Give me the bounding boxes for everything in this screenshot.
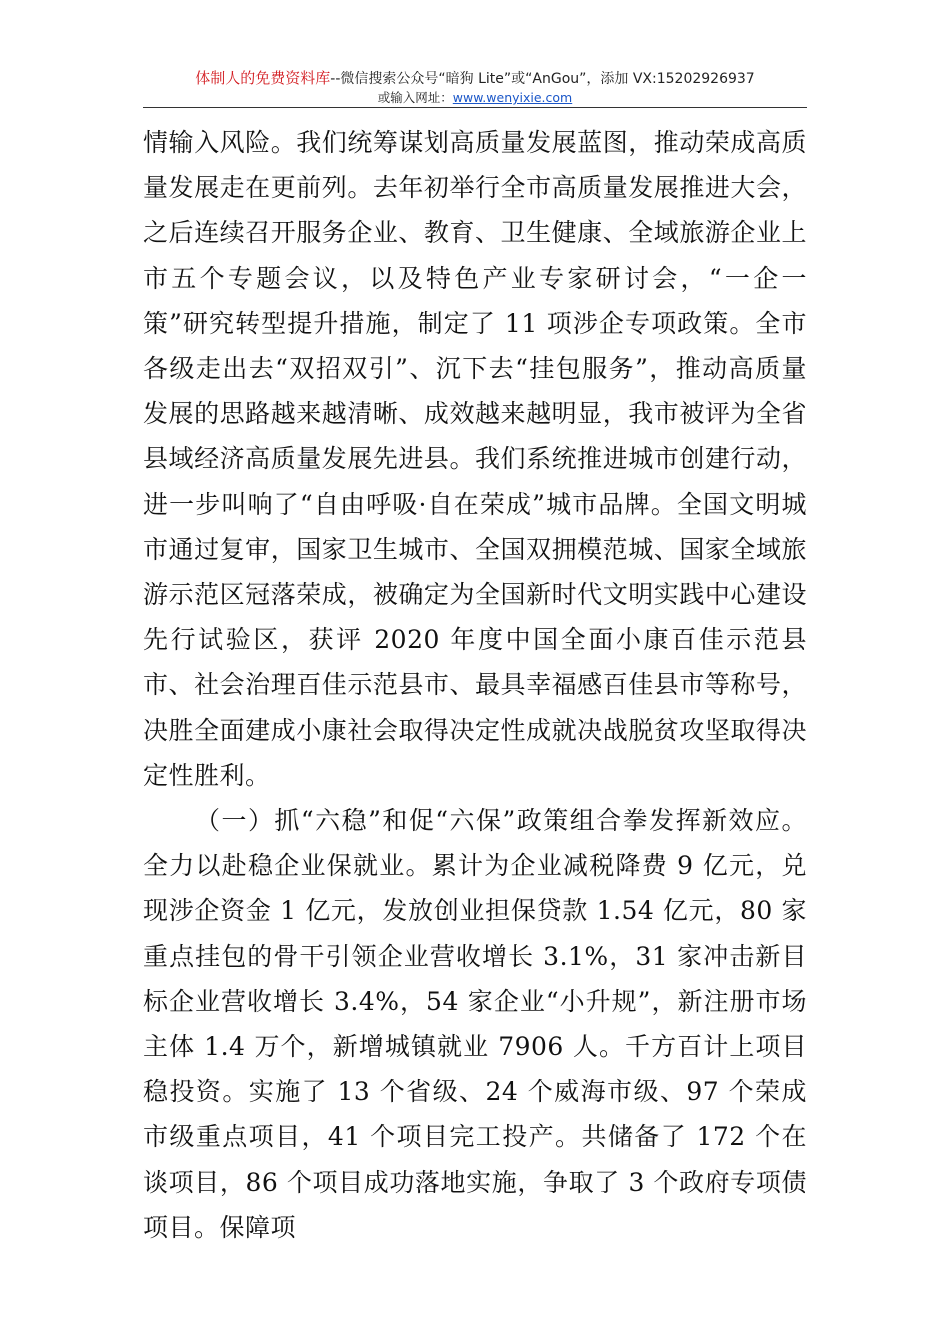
body-paragraph: （一）抓“六稳”和促“六保”政策组合拳发挥新效应。全力以赴稳企业保就业。累计为企业减税降费 9 亿元，兑现涉企资金 1 亿元，发放创业担保贷款 1.54 亿元，80 家重点挂包的骨干引领企业营收增长 3.1%，31 家冲击新目标企业营收增长 3.4%，54 家企业“小升规”，新注册市场主体 1.4 万个，新增城镇就业 7906 人。千方百计上项目稳投资。实施了 13 个省级、24 个威海市级、97 个荣成市级重点项目，41 个项目完工投产。共储备了 172 个在谈项目，86 个项目成功落地实施，争取了 3 个政府专项债项目。保障项 bbox=[143, 806, 807, 1242]
header-divider bbox=[143, 107, 807, 108]
header-line-2 bbox=[143, 89, 807, 107]
header-url-link[interactable]: www.wenyixie.com bbox=[452, 90, 573, 105]
page-header bbox=[143, 68, 807, 107]
header-line-1 bbox=[143, 68, 807, 89]
header-url-prefix: 或输入网址： bbox=[377, 90, 453, 105]
header-brand: 体制人的免费资料库 bbox=[195, 69, 331, 87]
document-body bbox=[143, 120, 807, 1250]
header-wechat-note: --微信搜索公众号“暗狗 Lite”或“AnGou”，添加 VX:15202926937 bbox=[330, 71, 755, 87]
body-paragraph: 情输入风险。我们统筹谋划高质量发展蓝图，推动荣成高质量发展走在更前列。去年初举行全市高质量发展推进大会，之后连续召开服务企业、教育、卫生健康、全域旅游企业上市五个专题会议，以及特色产业专家研讨会，“一企一策”研究转型提升措施，制定了 11 项涉企专项政策。全市各级走出去“双招双引”、沉下去“挂包服务”，推动高质量发展的思路越来越清晰、成效越来越明显，我市被评为全省县域经济高质量发展先进县。我们系统推进城市创建行动，进一步叫响了“自由呼吸·自在荣成”城市品牌。全国文明城市通过复审，国家卫生城市、全国双拥模范城、国家全域旅游示范区冠落荣成，被确定为全国新时代文明实践中心建设先行试验区，获评 2020 年度中国全面小康百佳示范县市、社会治理百佳示范县市、最具幸福感百佳县市等称号，决胜全面建成小康社会取得决定性成就决战脱贫攻坚取得决定性胜利。 bbox=[143, 128, 807, 790]
